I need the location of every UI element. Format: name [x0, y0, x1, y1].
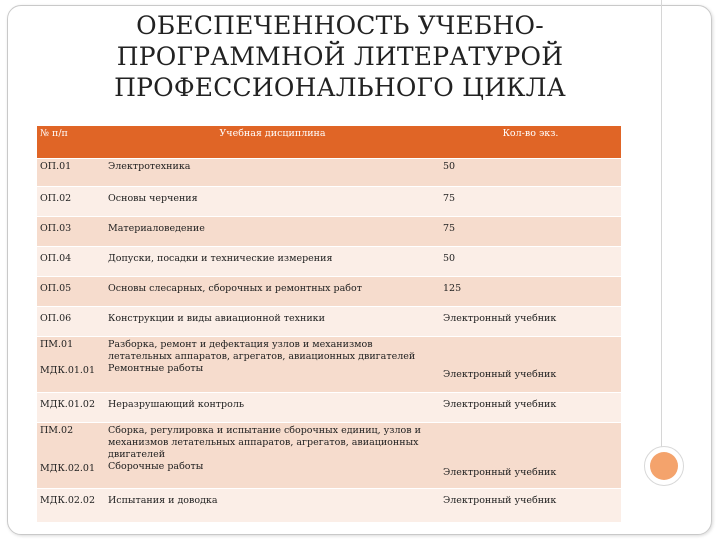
table-row [37, 217, 621, 247]
table-row [37, 159, 621, 187]
row-code: ОП.05 [37, 277, 105, 307]
header-count: Кол-во экз. [440, 126, 621, 159]
row-sub-name: Ремонтные работы [108, 363, 204, 374]
table-row [37, 489, 621, 523]
row-sub-code: МДК.02.01 [40, 463, 96, 474]
row-code: ПМ.02 [40, 425, 74, 436]
disciplines-table [37, 126, 621, 523]
row-count: 50 [440, 247, 621, 277]
row-name: Электротехника [105, 159, 440, 187]
row-count: 75 [440, 217, 621, 247]
slide-title [40, 10, 640, 103]
row-name: Испытания и доводка [105, 489, 440, 523]
title-line-2: ПРОГРАММНОЙ ЛИТЕРАТУРОЙ [116, 42, 564, 71]
row-count: 50 [440, 159, 621, 187]
table-row [37, 247, 621, 277]
row-name: Сборка, регулировка и испытание сборочных единиц, узлов и механизмов летательных аппаратов, агрегатов, авиационных двигателей [108, 425, 421, 460]
table-row [37, 277, 621, 307]
table-row [37, 307, 621, 337]
row-code: ОП.02 [37, 187, 105, 217]
table-row [37, 423, 621, 489]
row-name: Материаловедение [105, 217, 440, 247]
row-code: ОП.01 [37, 159, 105, 187]
decorative-line [661, 0, 662, 450]
row-name: Основы слесарных, сборочных и ремонтных работ [105, 277, 440, 307]
title-line-3: ПРОФЕССИОНАЛЬНОГО ЦИКЛА [114, 73, 566, 102]
table-row [37, 337, 621, 393]
row-code: ОП.03 [37, 217, 105, 247]
title-line-1: ОБЕСПЕЧЕННОСТЬ УЧЕБНО- [136, 11, 544, 40]
row-name-cell [105, 423, 440, 489]
row-count-cell [440, 423, 621, 489]
header-num: № п/п [37, 126, 105, 159]
row-sub-code: МДК.01.01 [40, 365, 96, 376]
row-code: МДК.01.02 [37, 393, 105, 423]
row-code-cell [37, 337, 105, 393]
row-name: Основы черчения [105, 187, 440, 217]
row-code: МДК.02.02 [37, 489, 105, 523]
row-name: Разборка, ремонт и дефектация узлов и механизмов летательных аппаратов, агрегатов, авиационных двигателей [108, 339, 416, 362]
row-name-cell [105, 337, 440, 393]
row-count: 125 [440, 277, 621, 307]
row-code: ОП.06 [37, 307, 105, 337]
row-count: Электронный учебник [443, 467, 557, 478]
row-name: Конструкции и виды авиационной техники [105, 307, 440, 337]
header-discipline: Учебная дисциплина [105, 126, 440, 159]
table-header-row [37, 126, 621, 159]
table-row [37, 187, 621, 217]
cell-spacer [443, 425, 618, 467]
row-code-cell [37, 423, 105, 489]
row-name: Допуски, посадки и технические измерения [105, 247, 440, 277]
row-count: Электронный учебник [440, 393, 621, 423]
row-count: 75 [440, 187, 621, 217]
row-count-cell [440, 337, 621, 393]
row-code: ОП.04 [37, 247, 105, 277]
row-name: Неразрушающий контроль [105, 393, 440, 423]
table-row [37, 393, 621, 423]
row-count: Электронный учебник [440, 307, 621, 337]
row-count: Электронный учебник [443, 369, 557, 380]
row-count: Электронный учебник [440, 489, 621, 523]
decorative-circle-icon [650, 452, 678, 480]
cell-spacer [443, 339, 618, 369]
row-sub-name: Сборочные работы [108, 461, 204, 472]
row-code: ПМ.01 [40, 339, 74, 350]
